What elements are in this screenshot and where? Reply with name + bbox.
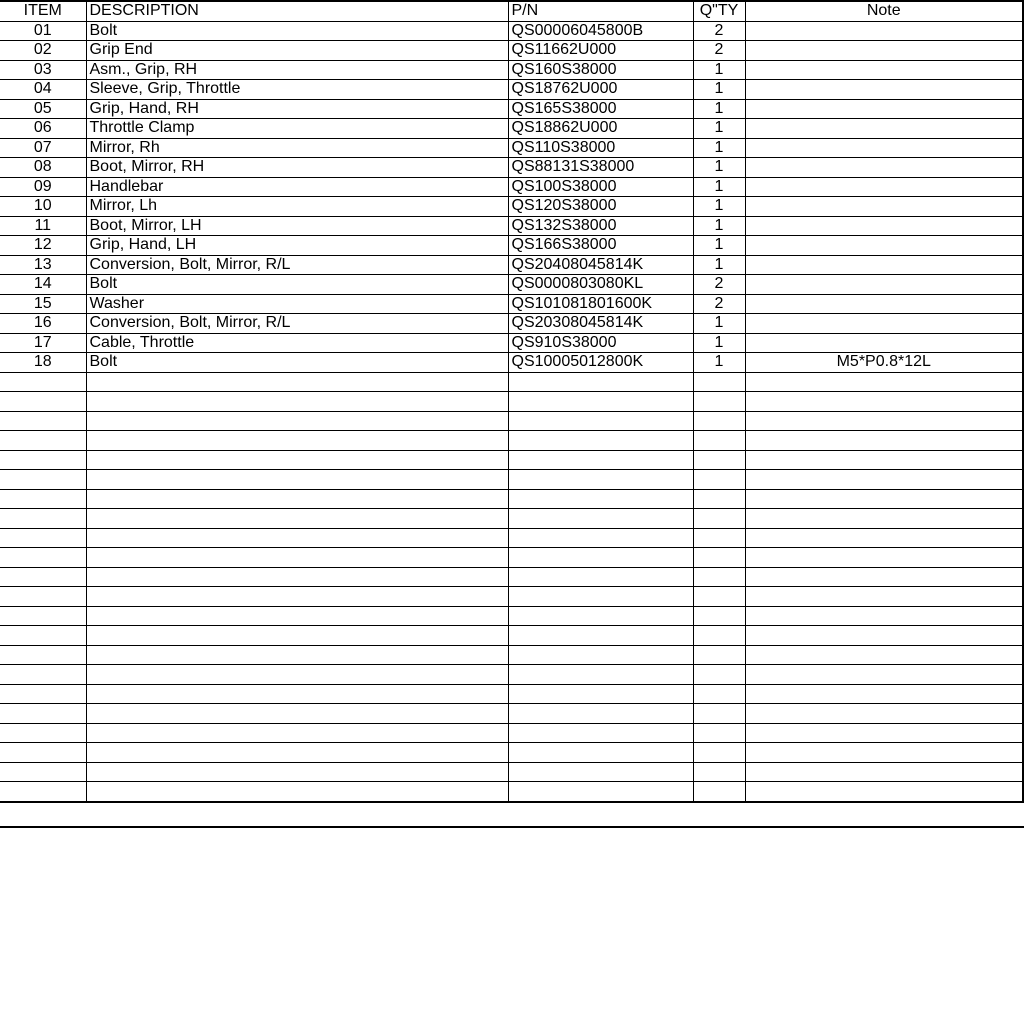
empty-table-row: [0, 548, 1023, 568]
empty-cell-note: [745, 743, 1023, 763]
table-row: [0, 99, 1023, 119]
empty-cell-description: [86, 665, 508, 685]
empty-cell-quantity: [693, 704, 745, 724]
empty-cell-part-number: [508, 723, 693, 743]
cell-quantity: 1: [693, 314, 745, 334]
cell-quantity: 1: [693, 236, 745, 256]
cell-part-number: QS18762U000: [508, 80, 693, 100]
empty-table-row: [0, 704, 1023, 724]
empty-cell-note: [745, 392, 1023, 412]
cell-description: Bolt: [86, 275, 508, 295]
empty-cell-quantity: [693, 645, 745, 665]
empty-cell-description: [86, 450, 508, 470]
cell-note: [745, 21, 1023, 41]
empty-cell-quantity: [693, 743, 745, 763]
cell-item: 06: [0, 119, 86, 139]
empty-cell-part-number: [508, 470, 693, 490]
empty-cell-part-number: [508, 431, 693, 451]
empty-cell-note: [745, 665, 1023, 685]
cell-note: [745, 255, 1023, 275]
empty-cell-quantity: [693, 489, 745, 509]
empty-table-row: [0, 392, 1023, 412]
empty-cell-part-number: [508, 704, 693, 724]
empty-cell-note: [745, 431, 1023, 451]
empty-cell-part-number: [508, 782, 693, 802]
cell-item: 04: [0, 80, 86, 100]
empty-cell-quantity: [693, 606, 745, 626]
empty-cell-description: [86, 743, 508, 763]
empty-cell-description: [86, 567, 508, 587]
empty-cell-note: [745, 704, 1023, 724]
cell-note: M5*P0.8*12L: [745, 353, 1023, 373]
empty-cell-item: [0, 587, 86, 607]
empty-cell-part-number: [508, 509, 693, 529]
empty-cell-note: [745, 528, 1023, 548]
cell-part-number: QS132S38000: [508, 216, 693, 236]
cell-part-number: QS20308045814K: [508, 314, 693, 334]
cell-quantity: 1: [693, 60, 745, 80]
cell-item: 10: [0, 197, 86, 217]
empty-cell-quantity: [693, 587, 745, 607]
empty-cell-part-number: [508, 392, 693, 412]
empty-cell-note: [745, 548, 1023, 568]
cell-item: 05: [0, 99, 86, 119]
cell-note: [745, 236, 1023, 256]
empty-cell-part-number: [508, 411, 693, 431]
empty-table-row: [0, 723, 1023, 743]
cell-description: Boot, Mirror, RH: [86, 158, 508, 178]
empty-cell-part-number: [508, 548, 693, 568]
empty-table-row: [0, 626, 1023, 646]
cell-note: [745, 119, 1023, 139]
cell-part-number: QS88131S38000: [508, 158, 693, 178]
cell-item: 18: [0, 353, 86, 373]
empty-table-row: [0, 743, 1023, 763]
cell-quantity: 1: [693, 80, 745, 100]
cell-item: 12: [0, 236, 86, 256]
cell-quantity: 2: [693, 294, 745, 314]
empty-cell-note: [745, 411, 1023, 431]
cell-item: 02: [0, 41, 86, 61]
table-row: [0, 255, 1023, 275]
empty-cell-item: [0, 782, 86, 802]
empty-cell-part-number: [508, 645, 693, 665]
empty-cell-note: [745, 509, 1023, 529]
empty-cell-description: [86, 645, 508, 665]
empty-cell-item: [0, 626, 86, 646]
cell-item: 14: [0, 275, 86, 295]
cell-item: 07: [0, 138, 86, 158]
cell-part-number: QS165S38000: [508, 99, 693, 119]
cell-note: [745, 314, 1023, 334]
empty-cell-description: [86, 528, 508, 548]
cell-description: Bolt: [86, 21, 508, 41]
empty-table-row: [0, 782, 1023, 802]
cell-note: [745, 60, 1023, 80]
empty-cell-part-number: [508, 450, 693, 470]
empty-cell-item: [0, 684, 86, 704]
cell-item: 17: [0, 333, 86, 353]
empty-cell-part-number: [508, 567, 693, 587]
empty-cell-item: [0, 548, 86, 568]
empty-cell-quantity: [693, 762, 745, 782]
empty-cell-note: [745, 684, 1023, 704]
empty-cell-quantity: [693, 665, 745, 685]
cell-item: 08: [0, 158, 86, 178]
empty-cell-part-number: [508, 743, 693, 763]
table-header-row: [0, 1, 1023, 21]
empty-cell-item: [0, 645, 86, 665]
cell-quantity: 1: [693, 119, 745, 139]
cell-part-number: QS160S38000: [508, 60, 693, 80]
empty-cell-note: [745, 782, 1023, 802]
empty-cell-note: [745, 587, 1023, 607]
empty-cell-quantity: [693, 470, 745, 490]
empty-cell-item: [0, 392, 86, 412]
cell-note: [745, 177, 1023, 197]
cell-description: Throttle Clamp: [86, 119, 508, 139]
cell-description: Handlebar: [86, 177, 508, 197]
cell-note: [745, 99, 1023, 119]
cell-quantity: 1: [693, 158, 745, 178]
empty-cell-quantity: [693, 392, 745, 412]
table-row: [0, 333, 1023, 353]
table-row: [0, 138, 1023, 158]
empty-cell-item: [0, 743, 86, 763]
cell-description: Asm., Grip, RH: [86, 60, 508, 80]
empty-table-row: [0, 509, 1023, 529]
empty-cell-item: [0, 431, 86, 451]
empty-cell-item: [0, 528, 86, 548]
empty-cell-item: [0, 665, 86, 685]
table-row: [0, 41, 1023, 61]
bottom-divider-line: [0, 826, 1024, 828]
cell-description: Washer: [86, 294, 508, 314]
empty-table-row: [0, 606, 1023, 626]
cell-quantity: 1: [693, 99, 745, 119]
empty-cell-quantity: [693, 431, 745, 451]
cell-description: Conversion, Bolt, Mirror, R/L: [86, 255, 508, 275]
table-row: [0, 236, 1023, 256]
column-header-note: Note: [745, 1, 1023, 21]
empty-table-row: [0, 470, 1023, 490]
cell-item: 09: [0, 177, 86, 197]
empty-cell-part-number: [508, 665, 693, 685]
empty-cell-description: [86, 411, 508, 431]
empty-cell-part-number: [508, 684, 693, 704]
empty-cell-quantity: [693, 528, 745, 548]
cell-note: [745, 80, 1023, 100]
table-row: [0, 216, 1023, 236]
empty-table-row: [0, 567, 1023, 587]
empty-table-row: [0, 528, 1023, 548]
empty-cell-description: [86, 489, 508, 509]
empty-table-row: [0, 431, 1023, 451]
empty-table-row: [0, 587, 1023, 607]
empty-cell-quantity: [693, 450, 745, 470]
cell-item: 01: [0, 21, 86, 41]
empty-table-row: [0, 762, 1023, 782]
cell-item: 16: [0, 314, 86, 334]
empty-cell-description: [86, 723, 508, 743]
cell-part-number: QS0000803080KL: [508, 275, 693, 295]
empty-cell-description: [86, 587, 508, 607]
empty-cell-quantity: [693, 782, 745, 802]
empty-cell-note: [745, 626, 1023, 646]
empty-cell-note: [745, 372, 1023, 392]
empty-cell-description: [86, 548, 508, 568]
empty-table-row: [0, 372, 1023, 392]
empty-cell-description: [86, 509, 508, 529]
table-row: [0, 80, 1023, 100]
table-row: [0, 294, 1023, 314]
cell-item: 03: [0, 60, 86, 80]
table-row: [0, 353, 1023, 373]
cell-item: 11: [0, 216, 86, 236]
empty-cell-quantity: [693, 509, 745, 529]
parts-table-body: [0, 1, 1023, 802]
empty-cell-quantity: [693, 684, 745, 704]
empty-cell-description: [86, 392, 508, 412]
empty-table-row: [0, 665, 1023, 685]
empty-cell-note: [745, 450, 1023, 470]
cell-part-number: QS10005012800K: [508, 353, 693, 373]
cell-quantity: 1: [693, 177, 745, 197]
cell-description: Mirror, Rh: [86, 138, 508, 158]
cell-part-number: QS11662U000: [508, 41, 693, 61]
empty-cell-description: [86, 372, 508, 392]
cell-quantity: 1: [693, 216, 745, 236]
cell-description: Mirror, Lh: [86, 197, 508, 217]
cell-note: [745, 41, 1023, 61]
cell-part-number: QS00006045800B: [508, 21, 693, 41]
empty-cell-description: [86, 762, 508, 782]
cell-note: [745, 158, 1023, 178]
cell-note: [745, 138, 1023, 158]
cell-quantity: 2: [693, 21, 745, 41]
cell-part-number: QS110S38000: [508, 138, 693, 158]
empty-cell-note: [745, 567, 1023, 587]
empty-cell-item: [0, 762, 86, 782]
empty-cell-quantity: [693, 567, 745, 587]
table-row: [0, 21, 1023, 41]
empty-cell-item: [0, 606, 86, 626]
empty-cell-item: [0, 470, 86, 490]
empty-table-row: [0, 489, 1023, 509]
empty-cell-quantity: [693, 548, 745, 568]
empty-cell-description: [86, 470, 508, 490]
cell-note: [745, 216, 1023, 236]
cell-description: Grip End: [86, 41, 508, 61]
empty-cell-part-number: [508, 606, 693, 626]
empty-cell-item: [0, 509, 86, 529]
empty-cell-item: [0, 489, 86, 509]
empty-cell-item: [0, 411, 86, 431]
table-row: [0, 314, 1023, 334]
cell-item: 15: [0, 294, 86, 314]
empty-cell-part-number: [508, 762, 693, 782]
cell-quantity: 1: [693, 255, 745, 275]
cell-quantity: 1: [693, 353, 745, 373]
empty-cell-description: [86, 626, 508, 646]
column-header-description: DESCRIPTION: [86, 1, 508, 21]
cell-quantity: 2: [693, 41, 745, 61]
cell-quantity: 2: [693, 275, 745, 295]
empty-cell-part-number: [508, 626, 693, 646]
cell-note: [745, 275, 1023, 295]
cell-part-number: QS120S38000: [508, 197, 693, 217]
empty-cell-quantity: [693, 723, 745, 743]
cell-part-number: QS101081801600K: [508, 294, 693, 314]
cell-description: Boot, Mirror, LH: [86, 216, 508, 236]
cell-description: Grip, Hand, LH: [86, 236, 508, 256]
cell-quantity: 1: [693, 197, 745, 217]
cell-part-number: QS20408045814K: [508, 255, 693, 275]
empty-cell-note: [745, 470, 1023, 490]
table-row: [0, 158, 1023, 178]
empty-cell-part-number: [508, 489, 693, 509]
cell-description: Cable, Throttle: [86, 333, 508, 353]
empty-table-row: [0, 645, 1023, 665]
empty-cell-description: [86, 606, 508, 626]
cell-part-number: QS100S38000: [508, 177, 693, 197]
empty-cell-note: [745, 489, 1023, 509]
empty-cell-part-number: [508, 372, 693, 392]
empty-cell-item: [0, 723, 86, 743]
cell-note: [745, 333, 1023, 353]
empty-cell-quantity: [693, 411, 745, 431]
cell-note: [745, 294, 1023, 314]
empty-cell-item: [0, 567, 86, 587]
table-row: [0, 119, 1023, 139]
column-header-part-number: P/N: [508, 1, 693, 21]
cell-quantity: 1: [693, 138, 745, 158]
empty-cell-description: [86, 684, 508, 704]
empty-cell-description: [86, 431, 508, 451]
empty-cell-item: [0, 372, 86, 392]
cell-description: Conversion, Bolt, Mirror, R/L: [86, 314, 508, 334]
empty-cell-note: [745, 645, 1023, 665]
empty-table-row: [0, 450, 1023, 470]
column-header-quantity: Q"TY: [693, 1, 745, 21]
empty-table-row: [0, 411, 1023, 431]
empty-cell-part-number: [508, 528, 693, 548]
cell-part-number: QS18862U000: [508, 119, 693, 139]
empty-table-row: [0, 684, 1023, 704]
empty-cell-quantity: [693, 372, 745, 392]
empty-cell-quantity: [693, 626, 745, 646]
table-row: [0, 275, 1023, 295]
cell-description: Sleeve, Grip, Throttle: [86, 80, 508, 100]
table-row: [0, 197, 1023, 217]
empty-cell-note: [745, 762, 1023, 782]
cell-item: 13: [0, 255, 86, 275]
column-header-item: ITEM: [0, 1, 86, 21]
table-row: [0, 177, 1023, 197]
empty-cell-item: [0, 704, 86, 724]
cell-quantity: 1: [693, 333, 745, 353]
cell-part-number: QS166S38000: [508, 236, 693, 256]
empty-cell-part-number: [508, 587, 693, 607]
empty-cell-note: [745, 723, 1023, 743]
empty-cell-note: [745, 606, 1023, 626]
empty-cell-description: [86, 704, 508, 724]
empty-cell-item: [0, 450, 86, 470]
table-row: [0, 60, 1023, 80]
cell-description: Grip, Hand, RH: [86, 99, 508, 119]
cell-note: [745, 197, 1023, 217]
empty-cell-description: [86, 782, 508, 802]
cell-description: Bolt: [86, 353, 508, 373]
cell-part-number: QS910S38000: [508, 333, 693, 353]
